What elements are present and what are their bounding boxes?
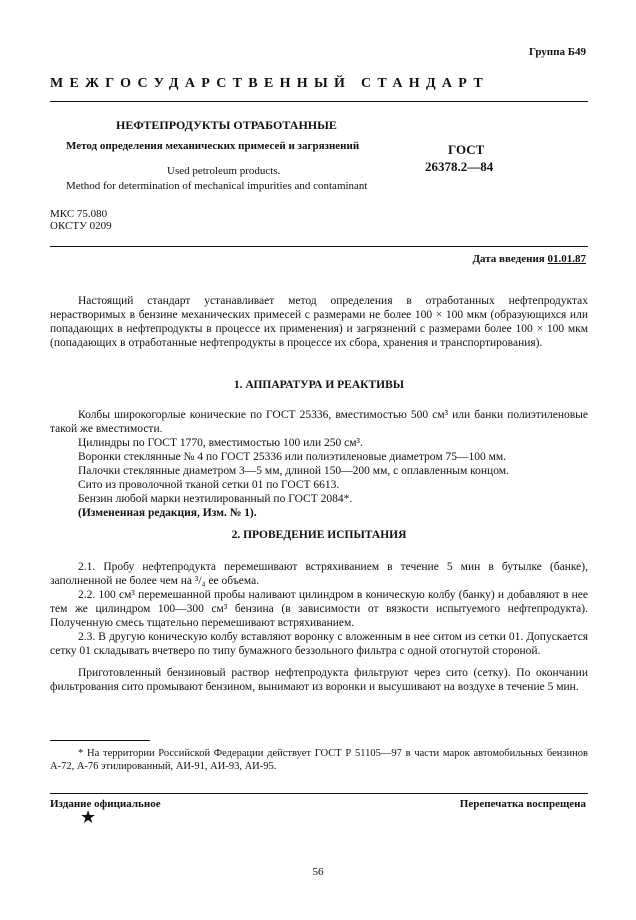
equipment-item: Бензин любой марки неэтилированный по ГОСТ 2084*. xyxy=(78,493,353,505)
official-edition: Издание официальное xyxy=(50,798,161,810)
footnote-divider xyxy=(50,740,150,741)
gost-number: 26378.2—84 xyxy=(425,159,494,174)
bottom-divider xyxy=(50,793,588,794)
page-number: 56 xyxy=(312,866,324,878)
interstate-standard-banner: МЕЖГОСУДАРСТВЕННЫЙ СТАНДАРТ xyxy=(50,76,489,91)
clause-2-3-filtering: Приготовленный бензиновый раствор нефтепродукта фильтруют через сито (сетку). По окончании фильтрования сито промывают бензином, вынимают из воронки и высушивают на воздухе в течение 5 мин. xyxy=(50,667,588,693)
equipment-item: Воронки стеклянные № 4 по ГОСТ 25336 или полиэтиленовые диаметром 75—100 мм. xyxy=(78,451,507,463)
section-2-body xyxy=(50,560,588,658)
section-2-body-continued xyxy=(50,666,588,694)
okstu-code: ОКСТУ 0209 xyxy=(50,220,112,232)
intro-date xyxy=(472,253,586,265)
section-1-heading: 1. АППАРАТУРА И РЕАКТИВЫ xyxy=(233,379,405,391)
group-code: Группа Б49 xyxy=(529,46,586,58)
document-subtitle-en: Method for determination of mechanical impurities and contaminant xyxy=(66,180,368,192)
intro-date-value: 01.01.87 xyxy=(547,253,586,265)
mks-code: МКС 75.080 xyxy=(50,208,108,220)
amendment-note: (Измененная редакция, Изм. № 1). xyxy=(78,507,257,519)
intro-paragraph xyxy=(50,294,588,350)
reprint-prohibited: Перепечатка воспрещена xyxy=(459,798,586,810)
intro-date-label: Дата введения xyxy=(472,253,548,265)
clause-2-1: 2.1. Пробу нефтепродукта перемешивают встряхиванием в течение 5 мин в бутылке (банке), заполненной не более чем на ³/₄ ее объема. xyxy=(50,561,588,587)
clause-2-3: 2.3. В другую коническую колбу вставляют воронку с вложенным в нее ситом из сетки 01. Допускается сетку 01 складывать вчетверо по типу бумажного беззольного фильтра с одной отогнутой стороной. xyxy=(50,631,588,657)
equipment-item: Колбы широкогорлые конические по ГОСТ 25336, вместимостью 500 см³ или банки полиэтиленовые такой же вместимости. xyxy=(50,409,588,435)
star-icon: ★ xyxy=(80,807,97,827)
equipment-item: Палочки стеклянные диаметром 3—5 мм, длиной 150—200 мм, с оплавленным концом. xyxy=(78,465,509,477)
top-divider xyxy=(50,101,588,102)
document-subtitle-ru: Метод определения механических примесей и загрязнений xyxy=(66,140,360,152)
intro-text: Настоящий стандарт устанавливает метод определения в отработанных нефтепродуктах нерастворимых в бензине механических примесей с размерами не более 100 × 100 мкм (образующихся или попадающих в нефтепродукты в процессе их применения) и загрязнений с размерами более 100 × 100 мкм (попадающих в отработанные нефтепродукты в процессе их сбора, хранения и транспортирования). xyxy=(50,295,588,349)
equipment-item: Сито из проволочной тканой сетки 01 по ГОСТ 6613. xyxy=(78,479,340,491)
section-1-body xyxy=(50,408,588,520)
section-2-heading: 2. ПРОВЕДЕНИЕ ИСПЫТАНИЯ xyxy=(231,529,407,541)
document-title-ru: НЕФТЕПРОДУКТЫ ОТРАБОТАННЫЕ xyxy=(116,118,337,132)
gost-label: ГОСТ xyxy=(448,142,485,157)
footnote-text: * На территории Российской Федерации действует ГОСТ Р 51105—97 в части марок автомобильных бензинов А-72, А-76 этилированный, АИ-91, АИ-93, АИ-95. xyxy=(50,748,588,772)
equipment-item: Цилиндры по ГОСТ 1770, вместимостью 100 или 250 см³. xyxy=(78,437,363,449)
footnote xyxy=(50,747,588,773)
middle-divider xyxy=(50,246,588,247)
clause-2-2: 2.2. 100 см³ перемешанной пробы наливают цилиндром в коническую колбу (банку) и добавляют в нее тем же цилиндром 100—300 см³ бензина (в зависимости от вязкости испытуемого нефтепродукта). Полученную смесь тщательно перемешивают встряхиванием. xyxy=(50,589,588,629)
document-title-en: Used petroleum products. xyxy=(167,165,281,177)
